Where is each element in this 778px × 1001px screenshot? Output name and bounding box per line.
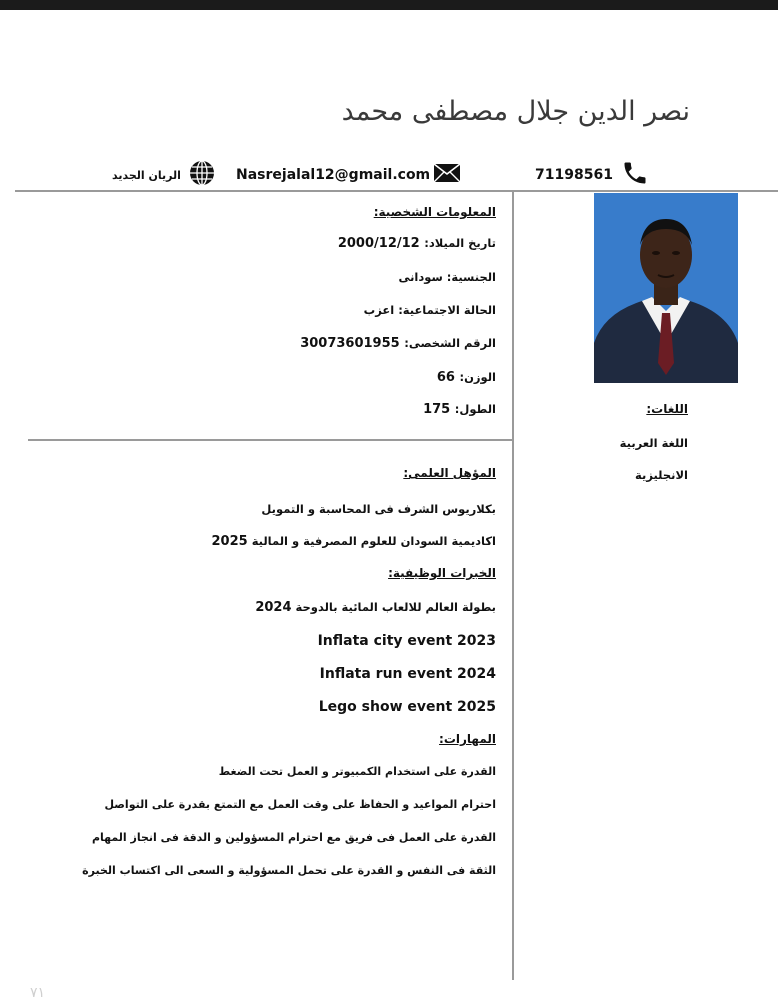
education-degree: بكلاريوس الشرف فى المحاسبة و التمويل <box>261 502 496 516</box>
birth-date-label: تاريخ الميلاد: <box>424 236 496 250</box>
marital-status-value: اعزب <box>363 303 395 317</box>
location-text: الريان الجديد <box>112 168 181 182</box>
skills-section <box>16 732 496 882</box>
header-divider <box>15 190 778 192</box>
experience-section <box>96 566 496 726</box>
personal-info-section <box>276 200 496 420</box>
personal-id-label: الرقم الشخصى: <box>404 336 496 350</box>
globe-icon <box>189 160 215 190</box>
email-address: Nasrejalal12@gmail.com <box>236 167 431 183</box>
languages-heading: اللغات: <box>646 402 688 416</box>
education-heading: المؤهل العلمى: <box>403 466 496 480</box>
corner-mark: ٧١ <box>30 985 46 1001</box>
person-name: نصر الدين جلال مصطفى محمد <box>341 96 690 127</box>
skill-item: القدرة على استخدام الكمبيوتر و العمل تحت الضغط <box>218 765 496 778</box>
skill-item: احترام المواعيد و الحفاظ على وقت العمل مع التمتع بقدرة على التواصل <box>104 798 496 811</box>
weight-value: 66 <box>436 370 455 385</box>
section-divider <box>28 439 512 441</box>
experience-item <box>255 600 496 615</box>
location-contact <box>112 160 215 190</box>
personal-info-heading: المعلومات الشخصية: <box>373 205 496 219</box>
skill-item: القدرة على العمل فى فريق مع احترام المسؤولين و الدقة فى انجاز المهام <box>91 831 496 844</box>
personal-id-value: 30073601955 <box>300 336 400 351</box>
column-divider <box>512 190 514 980</box>
phone-number: 71198561 <box>535 167 613 183</box>
weight <box>437 370 496 385</box>
experience-item: Inflata run event 2024 <box>319 666 496 682</box>
language-item: الانجليزية <box>635 468 688 482</box>
top-bar <box>0 0 778 10</box>
marital-status <box>364 303 496 317</box>
envelope-icon <box>433 163 461 187</box>
education-institution <box>211 534 496 549</box>
marital-status-label: الحالة الاجتماعية: <box>398 303 496 317</box>
weight-label: الوزن: <box>459 370 496 384</box>
nationality-label: الجنسية: <box>446 270 496 284</box>
phone-icon <box>621 159 649 191</box>
institution-name: اكاديمية السودان للعلوم المصرفية و المالية <box>251 534 496 548</box>
experience-text: بطولة العالم للالعاب المائية بالدوحة <box>295 600 496 614</box>
height-value: 175 <box>423 402 451 417</box>
languages-section <box>538 402 688 492</box>
graduation-year: 2025 <box>211 534 248 549</box>
nationality <box>398 270 496 284</box>
experience-item: Lego show event 2025 <box>318 699 496 715</box>
skill-item: الثقة فى النفس و القدرة على تحمل المسؤولية و السعى الى اكتساب الخبرة <box>82 864 496 877</box>
experience-year: 2024 <box>255 600 292 615</box>
birth-date-value: 2000/12/12 <box>337 236 420 251</box>
profile-photo <box>594 193 738 383</box>
phone-contact <box>535 160 649 190</box>
experience-item: Inflata city event 2023 <box>317 633 496 649</box>
email-contact <box>236 160 461 190</box>
height <box>423 402 496 417</box>
experience-heading: الخبرات الوظيفية: <box>388 566 496 580</box>
personal-id <box>300 336 496 351</box>
language-item: اللغة العربية <box>619 436 688 450</box>
birth-date <box>338 236 496 251</box>
skills-heading: المهارات: <box>439 732 496 746</box>
education-section <box>96 466 496 556</box>
nationality-value: سودانى <box>398 270 443 284</box>
height-label: الطول: <box>454 402 496 416</box>
